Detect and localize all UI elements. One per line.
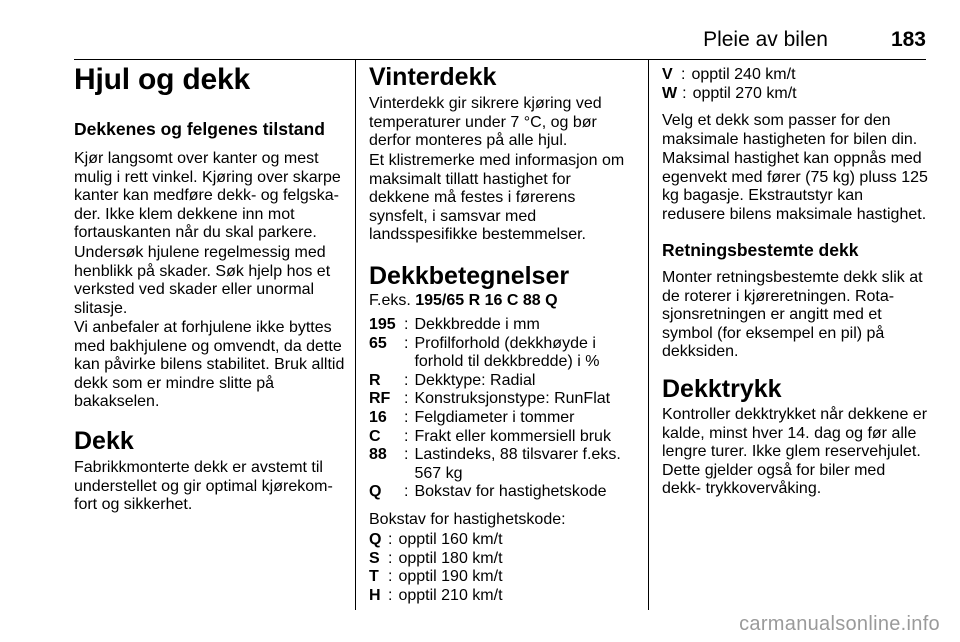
example-code: 195/65 R 16 C 88 Q <box>415 292 558 309</box>
definition-description: opptil 180 km/t <box>398 549 503 567</box>
paragraph-vinterdekk: Vinterdekk gir sikrere kjøring ved temperaturer under 7 °C, og bør derfor monteres på alle hjul. <box>369 95 602 150</box>
definition-colon: : <box>681 66 686 83</box>
section-title-dekk: Dekk <box>74 427 134 455</box>
definition-row <box>369 372 633 391</box>
definition-row <box>662 66 928 85</box>
definition-term: S <box>369 549 380 567</box>
definition-row <box>369 390 633 409</box>
definition-term: 65 <box>369 334 387 352</box>
speed-code-list <box>369 531 633 605</box>
definition-row <box>369 446 633 483</box>
definition-description: Frakt eller kommersiell bruk <box>414 427 611 445</box>
paragraph-forhjul: Vi anbefaler at forhjulene ikke byttes med bakhjulene og omvendt, da dette kan påvirke bilens stabilitet. Bruk alltid dekk som er mindre slitte på bakakselen. <box>74 319 345 411</box>
definition-colon: : <box>388 568 393 586</box>
definition-term: Q <box>369 483 382 501</box>
definition-row <box>369 335 633 372</box>
paragraph-kanter: Kjør langsomt over kanter og mest mulig i rett vinkel. Kjøring over skarpe kanter kan medføre dekk- og felgska- der. Ikke klem dekkene inn mot fortauskanten når du skal parkere. <box>74 150 341 242</box>
page-number: 183 <box>890 28 926 51</box>
paragraph-unders: Undersøk hjulene regelmessig med henblikk på skader. Søk hjelp hos et verksted ved skader eller unormal slitasje. <box>74 244 331 317</box>
definition-term: RF <box>369 390 391 408</box>
paragraph-klistremerke: Et klistremerke med informasjon om maksimalt tillatt hastighet for dekkene må festes i førerens synsfelt, i samsvar med landsspesifikke bestemmelser. <box>369 152 625 244</box>
paragraph-fabrikk: Fabrikkmonterte dekk er avstemt til understellet og gir optimal kjørekom- fort og sikkerhet. <box>74 459 333 514</box>
column-divider-left <box>355 60 356 610</box>
definition-colon: : <box>404 427 409 445</box>
definition-term: C <box>369 427 381 445</box>
definition-description: opptil 160 km/t <box>398 531 503 548</box>
definition-colon: : <box>682 84 687 102</box>
definition-description: Bokstav for hastighetskode <box>414 483 607 501</box>
column-middle <box>369 60 633 612</box>
subheading-retningsbestemte: Retningsbestemte dekk <box>662 240 859 260</box>
definition-description: Lastindeks, 88 tilsvarer f.eks. 567 kg <box>414 446 621 482</box>
section-title-dekktrykk: Dekktrykk <box>662 375 782 403</box>
definition-colon: : <box>388 531 393 548</box>
definition-term: H <box>369 586 381 604</box>
tire-code-definitions <box>369 316 633 502</box>
definition-colon: : <box>404 408 409 426</box>
definition-term: T <box>369 568 379 586</box>
example-line <box>369 292 633 311</box>
definition-row <box>369 316 633 335</box>
column-left <box>74 60 350 612</box>
speed-code-list-continued <box>662 66 928 103</box>
definition-term: 16 <box>369 408 387 426</box>
definition-row <box>369 483 633 502</box>
definition-colon: : <box>388 586 393 604</box>
definition-colon: : <box>388 549 393 567</box>
section-title-hjul-og-dekk: Hjul og dekk <box>74 63 250 96</box>
definition-term: V <box>662 66 673 83</box>
definition-description: opptil 210 km/t <box>398 586 503 604</box>
watermark: carmanualsonline.info <box>739 613 940 635</box>
definition-colon: : <box>404 390 409 408</box>
definition-description: opptil 270 km/t <box>692 84 797 102</box>
definition-row <box>369 409 633 428</box>
subheading-tilstand: Dekkenes og felgenes tilstand <box>74 119 325 139</box>
definition-description: Profilforhold (dekkhøyde i forhold til dekkbredde) i % <box>414 334 600 371</box>
definition-term: 195 <box>369 316 396 333</box>
column-divider-right <box>648 60 649 610</box>
example-prefix: F.eks. <box>369 292 416 309</box>
paragraph-dekktrykk: Kontroller dekktrykket når dekkene er kalde, minst hver 14. dag og før alle lengre turer. Ikke glem reservehjulet. Dette gjelder også for biler med dekk- trykkovervåking. <box>662 406 928 498</box>
definition-colon: : <box>404 334 409 352</box>
definition-description: opptil 240 km/t <box>691 66 796 83</box>
speed-intro: Bokstav for hastighetskode: <box>369 511 566 528</box>
page-header <box>74 22 926 60</box>
definition-row <box>662 85 928 104</box>
paragraph-velg: Velg et dekk som passer for den maksimale hastigheten for bilen din. <box>662 112 918 148</box>
column-right <box>662 60 928 612</box>
definition-description: Dekkbredde i mm <box>414 316 540 333</box>
definition-description: opptil 190 km/t <box>398 568 503 586</box>
definition-colon: : <box>404 316 409 333</box>
definition-colon: : <box>404 483 409 501</box>
paragraph-retning: Monter retningsbestemte dekk slik at de roterer i kjøreretningen. Rota- sjonsretningen er angitt med et symbol (for eksempel en pil) på dekksiden. <box>662 269 923 361</box>
definition-description: Dekktype: Radial <box>414 371 536 389</box>
definition-term: W <box>662 84 678 102</box>
chapter-title: Pleie av bilen <box>703 28 828 51</box>
definition-term: 88 <box>369 446 387 464</box>
definition-colon: : <box>404 371 409 389</box>
definition-description: Konstruksjonstype: RunFlat <box>414 390 611 408</box>
definition-term: R <box>369 371 381 389</box>
definition-row <box>369 428 633 447</box>
section-title-vinterdekk: Vinterdekk <box>369 63 497 91</box>
definition-description: Felgdiameter i tommer <box>414 408 575 426</box>
definition-row <box>369 550 633 569</box>
definition-row <box>369 531 633 550</box>
paragraph-maksimal: Maksimal hastighet kan oppnås med egenvekt med fører (75 kg) pluss 125 kg bagasje. Ekstrautstyr kan redusere bilens maksimale hastighet. <box>662 150 928 223</box>
definition-colon: : <box>404 446 409 464</box>
definition-term: Q <box>369 531 382 548</box>
section-title-dekkbetegnelser: Dekkbetegnelser <box>369 262 570 290</box>
definition-row <box>369 587 633 606</box>
definition-row <box>369 568 633 587</box>
